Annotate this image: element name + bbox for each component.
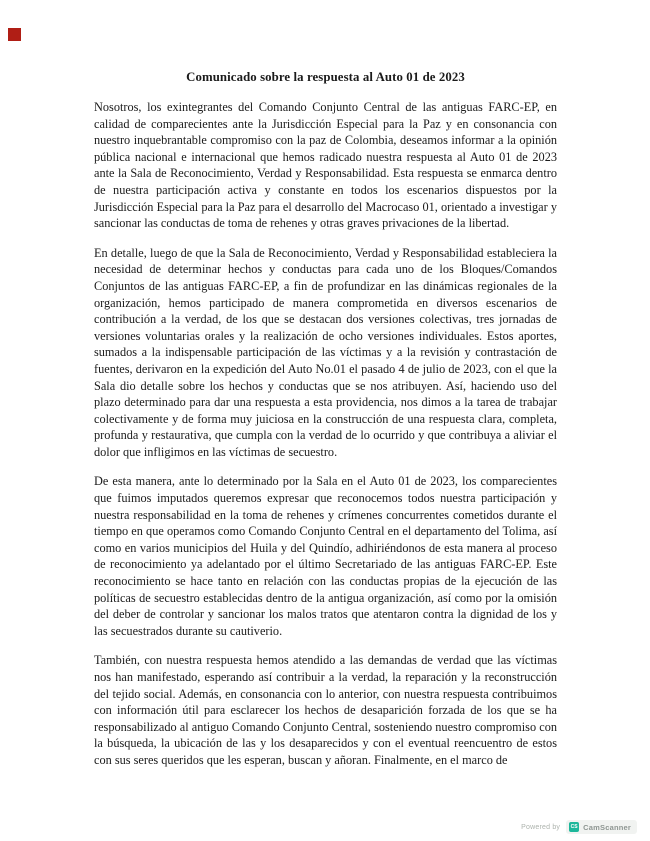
powered-by-label: Powered by (521, 823, 561, 831)
paragraph-2: En detalle, luego de que la Sala de Reconocimiento, Verdad y Responsabilidad estableciera la necesidad de determinar hechos y conductas para cada uno de los Bloques/Comandos Conjuntos de las antiguas FARC-EP, a fin de profundizar en las dinámicas regionales de la organización, hemos participado de manera comprometida en diversos escenarios de contribución a la verdad, de los que se destacan dos versiones colectivas, tres jornadas de versiones voluntarias orales y la realización de ocho versiones individuales. Estos aportes, sumados a la indispensable participación de las víctimas y a la revisión y contrastación de fuentes, derivaron en la expedición del Auto No.01 el pasado 4 de julio de 2023, con el que la Sala dio detalle sobre los hechos y conductas que se nos atribuyen. Así, haciendo uso del plazo determinado para dar una respuesta a esta providencia, nos dimos a la tarea de trabajar colectivamente y de forma muy juiciosa en la construcción de una respuesta clara, completa, profunda y restaurativa, que cumpla con la verdad de lo ocurrido y que contribuya a aliviar el dolor que infligimos en las víctimas de secuestro. (94, 245, 557, 459)
paragraph-4: También, con nuestra respuesta hemos atendido a las demandas de verdad que las víctimas nos han manifestado, esperando así contribuir a la verdad, la reparación y la reconstrucción del tejido social. Además, en consonancia con lo anterior, con nuestra respuesta contribuimos con información útil para esclarecer los hechos de desaparición forzada de los que se ha responsabilizado al antiguo Comando Conjunto Central, sosteniendo nuestro compromiso con la búsqueda, la ubicación de las y los desaparecidos y con el eventual reencuentro de estos con sus seres queridos que les esperan, buscan y añoran. Finalmente, en el marco de (94, 653, 557, 767)
camscanner-watermark (521, 820, 637, 834)
camscanner-label: CamScanner (583, 822, 631, 832)
paragraph-1: Nosotros, los exintegrantes del Comando Conjunto Central de las antiguas FARC-EP, en calidad de comparecientes ante la Jurisdicción Especial para la Paz y en consonancia con nuestro inquebrantable compromiso con la paz de Colombia, deseamos informar a la opinión pública nacional e internacional que hemos radicado nuestra respuesta al Auto 01 de 2023 ante la Sala de Reconocimiento, Verdad y Responsabilidad. Esta respuesta se enmarca dentro de nuestra participación activa y constante en todos los escenarios dispuestos por la Jurisdicción Especial para la Paz para el desarrollo del Macrocaso 01, orientado a investigar y sancionar las conductas de toma de rehenes y otras graves privaciones de la libertad. (94, 100, 557, 231)
camscanner-icon: CS (569, 822, 579, 832)
document-title: Comunicado sobre la respuesta al Auto 01 de 2023 (186, 70, 465, 84)
document-body (94, 70, 557, 782)
red-scan-mark (8, 28, 21, 41)
camscanner-badge (566, 820, 637, 834)
paragraph-3: De esta manera, ante lo determinado por la Sala en el Auto 01 de 2023, los comparecientes que fuimos imputados queremos expresar que reconocemos todos nuestra participación y nuestra responsabilidad en la toma de rehenes y crímenes concurrentes cometidos durante el tiempo en que operamos como Comando Conjunto Central en el departamento del Tolima, así como en varios municipios del Huila y del Quindío, adhiriéndonos de esta manera al proceso de reconocimiento ya adelantado por el último Secretariado de las antiguas FARC-EP. Este reconocimiento se hace tanto en relación con las conductas propias de la ejecución de las políticas de secuestro establecidas dentro de la antigua organización, así como por la omisión del deber de controlar y sancionar los malos tratos que atentaron contra la dignidad de los y las secuestrados durante su cautiverio. (94, 474, 557, 638)
